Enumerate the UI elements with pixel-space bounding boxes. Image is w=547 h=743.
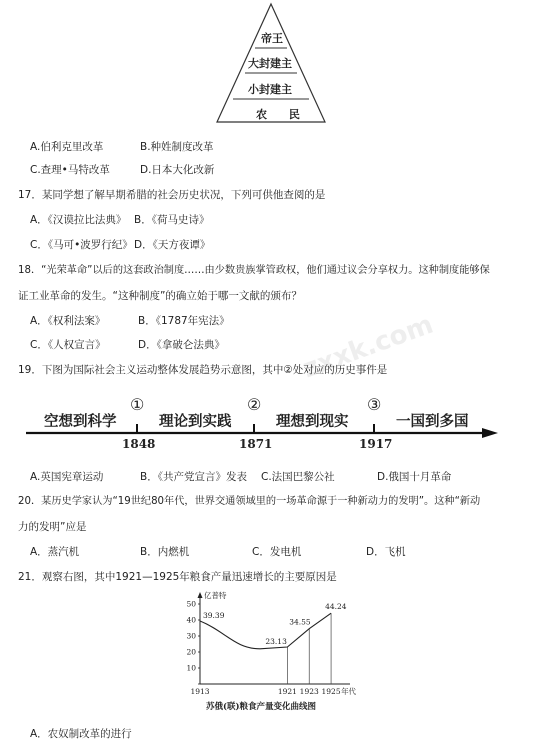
q18-option-c[interactable]: C．《人权宣言》 xyxy=(30,339,106,351)
chart-x-tick-label: 1913 xyxy=(190,687,210,696)
q18-option-b[interactable]: B．《1787年宪法》 xyxy=(138,315,230,327)
timeline-marker-3: ③ xyxy=(367,395,382,414)
chart-title: 苏俄(联)粮食产量变化曲线图 xyxy=(206,702,317,712)
q16-option-d[interactable]: D.日本大化改新 xyxy=(140,164,215,176)
timeline-year-1871: 1871 xyxy=(239,437,273,451)
q16-option-c[interactable]: C.查理•马特改革 xyxy=(30,164,110,176)
chart-data-label: 34.55 xyxy=(289,617,311,627)
q19-option-d[interactable]: D.俄国十月革命 xyxy=(377,471,452,483)
q20-option-d[interactable]: D．飞机 xyxy=(366,546,406,558)
q18-option-d[interactable]: D．《拿破仑法典》 xyxy=(138,339,225,351)
q18-option-a[interactable]: A．《权利法案》 xyxy=(30,315,106,327)
q19-stem: 19．下图为国际社会主义运动整体发展趋势示意图，其中②处对应的历史事件是 xyxy=(18,364,388,376)
q20-stem-line2: 力的发明”应是 xyxy=(18,521,87,533)
q17-option-d[interactable]: D．《天方夜谭》 xyxy=(134,239,211,251)
timeline-arrowhead xyxy=(482,428,498,438)
q20-stem-line1: 20．某历史学家认为“19世纪80年代，世界交通领域里的一场革命源于一种新动力的发明”。这种“新动 xyxy=(18,496,481,507)
chart-y-tick-label: 40 xyxy=(186,615,196,625)
chart-y-tick-label: 20 xyxy=(186,647,196,657)
chart-data-label: 39.39 xyxy=(203,610,225,620)
chart-y-tick-label: 10 xyxy=(186,663,196,673)
timeline-marker-1: ① xyxy=(130,395,145,414)
timeline-stage-2: 理论到实践 xyxy=(159,413,232,430)
chart-y-tick-label: 50 xyxy=(186,599,196,609)
q17-option-c[interactable]: C．《马可•波罗行纪》 xyxy=(30,239,133,251)
q18-stem-line2: 证工业革命的发生。“这种制度”的确立始于哪一文献的颁布？ xyxy=(18,290,302,302)
timeline-stage-4: 一国到多国 xyxy=(396,413,469,430)
timeline-year-1917: 1917 xyxy=(359,437,393,451)
q17-option-a[interactable]: A．《汉谟拉比法典》 xyxy=(30,214,127,226)
pyramid-level-peasants: 农 民 xyxy=(256,108,300,121)
pyramid-level-emperor: 帝王 xyxy=(261,32,283,45)
timeline-year-1848: 1848 xyxy=(122,437,156,451)
q19-option-a[interactable]: A.英国宪章运动 xyxy=(30,471,104,483)
chart-x-tick-label: 1923 xyxy=(299,687,319,696)
chart-x-tick-label: 1925 xyxy=(321,687,341,696)
q20-option-c[interactable]: C．发电机 xyxy=(252,546,302,558)
pyramid-level-small-lords: 小封建主 xyxy=(248,83,292,96)
q21-option-a[interactable]: A．农奴制改革的进行 xyxy=(30,728,132,740)
q17-option-b[interactable]: B．《荷马史诗》 xyxy=(134,214,210,226)
timeline-stage-3: 理想到现实 xyxy=(276,413,349,430)
chart-y-arrow xyxy=(198,592,203,598)
chart-x-tick-label: 1921 xyxy=(277,687,297,696)
watermark: zxxk.com xyxy=(298,309,438,385)
q17-stem: 17．某同学想了解早期希腊的社会历史状况，下列可供他查阅的是 xyxy=(18,189,326,201)
q21-stem: 21．观察右图，其中1921—1925年粮食产量迅速增长的主要原因是 xyxy=(18,571,337,583)
chart-y-tick-label: 30 xyxy=(186,631,196,641)
q16-option-b[interactable]: B.种姓制度改革 xyxy=(140,141,214,153)
chart-data-label: 44.24 xyxy=(325,602,347,612)
q18-stem-line1: 18．“光荣革命”以后的这套政治制度……由少数贵族掌管政权，他们通过议会分享权力。这种制度能够保 xyxy=(18,265,490,276)
q19-option-b[interactable]: B．《共产党宣言》发表 xyxy=(140,471,247,483)
pyramid-level-great-lords: 大封建主 xyxy=(248,57,292,70)
chart-x-label: 年代 xyxy=(341,687,357,696)
timeline-marker-2: ② xyxy=(247,395,262,414)
grain-output-chart xyxy=(180,588,370,698)
chart-y-label: 亿普特 xyxy=(204,591,227,600)
q16-option-a[interactable]: A.伯利克里改革 xyxy=(30,141,104,153)
timeline-stage-1: 空想到科学 xyxy=(44,413,117,430)
chart-data-label: 23.13 xyxy=(265,636,287,646)
q20-option-a[interactable]: A．蒸汽机 xyxy=(30,546,80,558)
q19-option-c[interactable]: C.法国巴黎公社 xyxy=(261,471,335,483)
q20-option-b[interactable]: B．内燃机 xyxy=(140,546,190,558)
